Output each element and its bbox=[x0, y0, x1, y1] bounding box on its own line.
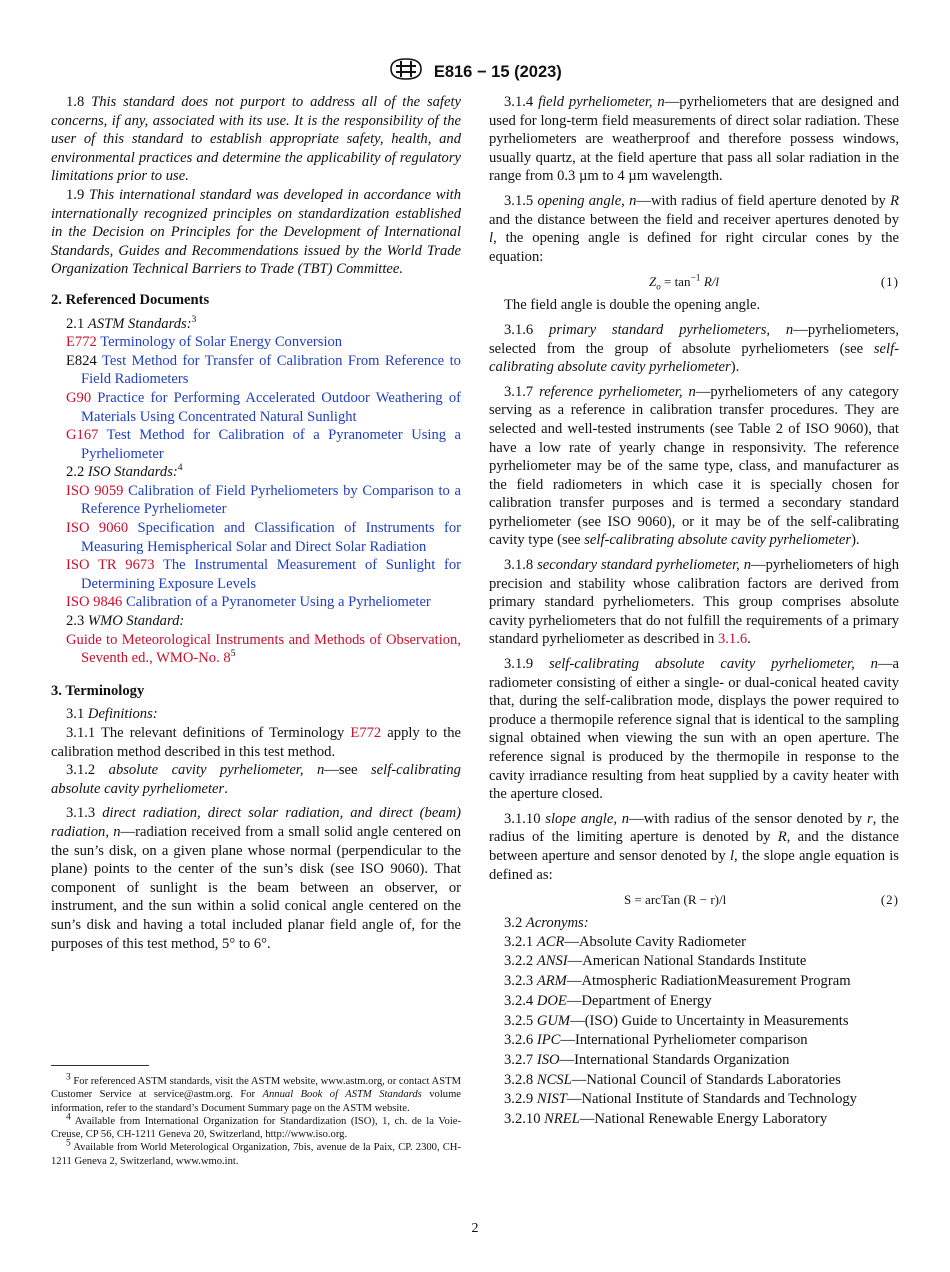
definition-3-1-1: 3.1.1 The relevant definitions of Terminology E772 apply to the calibration method described in this test method. bbox=[51, 725, 462, 760]
footnotes bbox=[51, 1072, 462, 1168]
ref-link-isotr9673[interactable]: ISO TR 9673 bbox=[66, 557, 155, 574]
footnote-rule bbox=[51, 1065, 149, 1066]
iso-references bbox=[51, 482, 461, 612]
ref-link-g167[interactable]: G167 bbox=[66, 427, 99, 444]
wmo-reference: Guide to Meteorological Instruments and Methods of Observation, Seventh ed., WMO-No. $8^5$ bbox=[66, 631, 461, 667]
ref-link-iso9846[interactable]: ISO 9846 bbox=[66, 594, 123, 611]
paragraph-1-8: 1.8 This standard does not purport to address all of the safety concerns, if any, associated with its use. It is the responsibility of the user of this standard to establish appropriate safety, health, and environmental practices and determine the applicability of regulatory limitations prior to use. bbox=[51, 94, 461, 185]
ref-link-iso9059-title[interactable]: Calibration of Field Pyrheliometers by Comparison to a Reference Pyrheliometer bbox=[81, 482, 462, 518]
ref-link-e772-inline[interactable]: E772 bbox=[350, 725, 382, 741]
equation-2-number: (2) bbox=[880, 892, 899, 908]
acronym-item: 3.2.4 DOE—Department of Energy bbox=[504, 992, 712, 1009]
ref-link-isotr9673-title[interactable]: The Instrumental Measurement of Sunlight for Determining Exposure Levels bbox=[81, 557, 461, 592]
ref-link-iso9059[interactable]: ISO 9059 bbox=[66, 482, 124, 499]
astm-logo-icon bbox=[388, 56, 424, 88]
ref-link-g90-title[interactable]: Practice for Performing Accelerated Outdoor Weathering of Materials Using Concentrated Natural Sunlight bbox=[81, 389, 461, 425]
acronym-item: 3.2.6 IPC—International Pyrheliometer comparison bbox=[504, 1032, 808, 1049]
definition-3-1-6: 3.1.6 primary standard pyrheliometers, n—pyrheliometers, selected from the group of absolute pyrheliometers (see self-calibrating absolute cavity pyrheliometer). bbox=[489, 321, 899, 376]
ref-link-wmo[interactable]: Guide to Meteorological Instruments and Methods of Observation, Seventh ed., WMO-No. 8 bbox=[66, 631, 461, 667]
page-number: 2 bbox=[471, 1221, 479, 1236]
right-column bbox=[489, 93, 899, 1130]
acronym-list bbox=[489, 933, 899, 1130]
left-column bbox=[51, 93, 461, 953]
ref-link-g167-title[interactable]: Test Method for Calibration of a Pyranometer Using a Pyrheliometer bbox=[81, 427, 461, 462]
acronym-item: 3.2.10 NREL—National Renewable Energy Laboratory bbox=[504, 1111, 828, 1128]
acronym-item: 3.2.2 ANSI—American National Standards Institute bbox=[504, 953, 807, 970]
acronym-item: 3.2.5 GUM—(ISO) Guide to Uncertainty in Measurements bbox=[504, 1012, 849, 1029]
definition-3-1-10: 3.1.10 slope angle, n—with radius of the sensor denoted by r, the radius of the limiting aperture is denoted by R, and the distance between aperture and sensor denoted by l, the slope angle equation is defined as: bbox=[489, 810, 900, 883]
acronym-item: 3.2.8 NCSL—National Council of Standards Laboratories bbox=[504, 1071, 841, 1088]
acronym-item: 3.2.3 ARM—Atmospheric RadiationMeasurement Program bbox=[504, 973, 851, 990]
ref-link-g90[interactable]: G90 bbox=[66, 389, 92, 406]
ref-link-e772-title[interactable]: Terminology of Solar Energy Conversion bbox=[100, 334, 343, 351]
definition-3-1-4: 3.1.4 field pyrheliometer, n—pyrheliometers that are designed and used for long-term field measurements of direct solar radiation. These pyrheliometers are weatherproof and therefore possess windows, usually quartz, at the field aperture that pass all solar radiation in the range from 0.3 µm to 4 µm wavelength. bbox=[489, 94, 899, 185]
acronym-item: 3.2.1 ACR—Absolute Cavity Radiometer bbox=[504, 933, 747, 950]
acronym-item: 3.2.9 NIST—National Institute of Standards and Technology bbox=[504, 1091, 857, 1108]
ref-link-e824-title[interactable]: Test Method for Transfer of Calibration From Reference to Field Radiometers bbox=[81, 352, 461, 388]
designation: E816 − 15 (2023) bbox=[433, 62, 562, 81]
footnote-4: $^4$ Available from International Organization for Standardization (ISO), 1, ch. de la Voie-Creuse, CP 56, CH-1211 Geneva 20, Switzerland, http://www.iso.org. bbox=[51, 1112, 461, 1141]
ref-link-3-1-6[interactable]: 3.1.6 bbox=[717, 631, 748, 648]
section-3-title: 3. Terminology bbox=[51, 682, 145, 699]
ref-link-iso9846-title[interactable]: Calibration of a Pyranometer Using a Pyrheliometer bbox=[126, 594, 431, 611]
subsection-2-3: 2.3 WMO Standard: bbox=[66, 613, 185, 630]
definition-3-1-8: 3.1.8 secondary standard pyrheliometer, n—pyrheliometers of high precision and stability whose calibration factors are derived from primary standard pyrheliometers. This group comprises absolute cavity pyrheliometers that do not fulfill the requirements of a primary standard pyrheliometer as described in 3.1.6. bbox=[489, 557, 899, 648]
definition-3-1-3: 3.1.3 direct radiation, direct solar radiation, and direct (beam) radiation, n—radiation received from a small solid angle centered on the sun’s disk, on a given plane whose normal (perpendicular to the plane) points to the center of the sun’s disk (see ISO 9060). That component of sunlight is the beam between an observer, or instrument, and the sun within a solid conical angle centered on the sun’s disk and having a total included planar field angle of, for the purposes of this test method, 5° to 6°. bbox=[51, 805, 462, 952]
page-header bbox=[0, 56, 950, 88]
acronym-item: 3.2.7 ISO—International Standards Organization bbox=[504, 1051, 790, 1068]
subsection-3-1: 3.1 Definitions: bbox=[66, 706, 158, 723]
subsection-3-2: 3.2 Acronyms: bbox=[504, 915, 589, 932]
equation-2 bbox=[489, 888, 899, 912]
paragraph-1-9: 1.9 This international standard was developed in accordance with internationally recognized principles on standardization established in the Decision on Principles for the Development of International Standards, Guides and Recommendations issued by the World Trade Organization Technical Barriers to Trade (TBT) Committee. bbox=[51, 186, 462, 278]
field-angle-note: The field angle is double the opening angle. bbox=[504, 297, 761, 314]
footnote-3: $^3$ For referenced ASTM standards, visit the ASTM website, www.astm.org, or contact ASTM Customer Service at service@astm.org. For Annual Book of ASTM Standards volume information, refer to the standard’s Document Summary page on the ASTM website. bbox=[51, 1072, 462, 1114]
subsection-2-2: 2.2 ISO Standards:$^4$ bbox=[66, 463, 183, 481]
equation-1 bbox=[489, 270, 899, 294]
astm-references bbox=[51, 333, 461, 463]
definition-3-1-2: 3.1.2 absolute cavity pyrheliometer, n—see self-calibrating absolute cavity pyrheliometer. bbox=[51, 762, 461, 797]
equation-1-expression: $Z_o = \tan^{-1} R/l$ bbox=[649, 274, 719, 292]
equation-1-number: (1) bbox=[880, 274, 899, 290]
ref-e824: E824 bbox=[66, 352, 97, 369]
section-2-title: 2. Referenced Documents bbox=[51, 291, 210, 308]
definition-3-1-7: 3.1.7 reference pyrheliometer, n—pyrheliometers of any category serving as a reference in calibration transfer procedures. They are selected and well-tested instruments (see Table 2 of ISO 9060), that have a low rate of yearly change in responsivity. The reference pyrheliometer may be of the same type, class, and manufacturer as the field radiometers in which case it is specially chosen for calibration transfer purposes and is termed a secondary standard pyrheliometer (see ISO 9060), or it may be of the self-calibrating cavity type (see self-calibrating absolute cavity pyrheliometer). bbox=[489, 383, 899, 549]
footnote-5: $^5$ Available from World Meterological Organization, 7bis, avenue de la Paix, CP. 2300, CH-1211 Geneva 2, Switzerland, www.wmo.int. bbox=[51, 1138, 461, 1167]
subsection-2-1: 2.1 ASTM Standards:$^3$ bbox=[66, 314, 197, 332]
ref-link-iso9060[interactable]: ISO 9060 bbox=[66, 520, 129, 537]
ref-link-iso9060-title[interactable]: Specification and Classification of Instruments for Measuring Hemispherical Solar and Direct Solar Radiation bbox=[81, 520, 462, 555]
equation-2-expression: S = arcTan (R − r)/l bbox=[624, 892, 727, 908]
ref-link-e772[interactable]: E772 bbox=[66, 334, 97, 351]
definition-3-1-5: 3.1.5 opening angle, n—with radius of field aperture denoted by R and the distance between the field and receiver apertures denoted by l, the opening angle is defined for right circular cones by the equation: bbox=[489, 192, 899, 265]
definition-3-1-9: 3.1.9 self-calibrating absolute cavity pyrheliometer, n—a radiometer consisting of either a single- or dual-conical heated cavity that, during the self-calibration mode, displays the power required to produce a thermopile reference signal that is identical to the sampling signal obtained when viewing the sun with an open aperture. The reference signal is produced by the thermopile in response to the cavity irradiance resulting from heat supplied by a cavity heater with the aperture closed. bbox=[489, 656, 899, 803]
